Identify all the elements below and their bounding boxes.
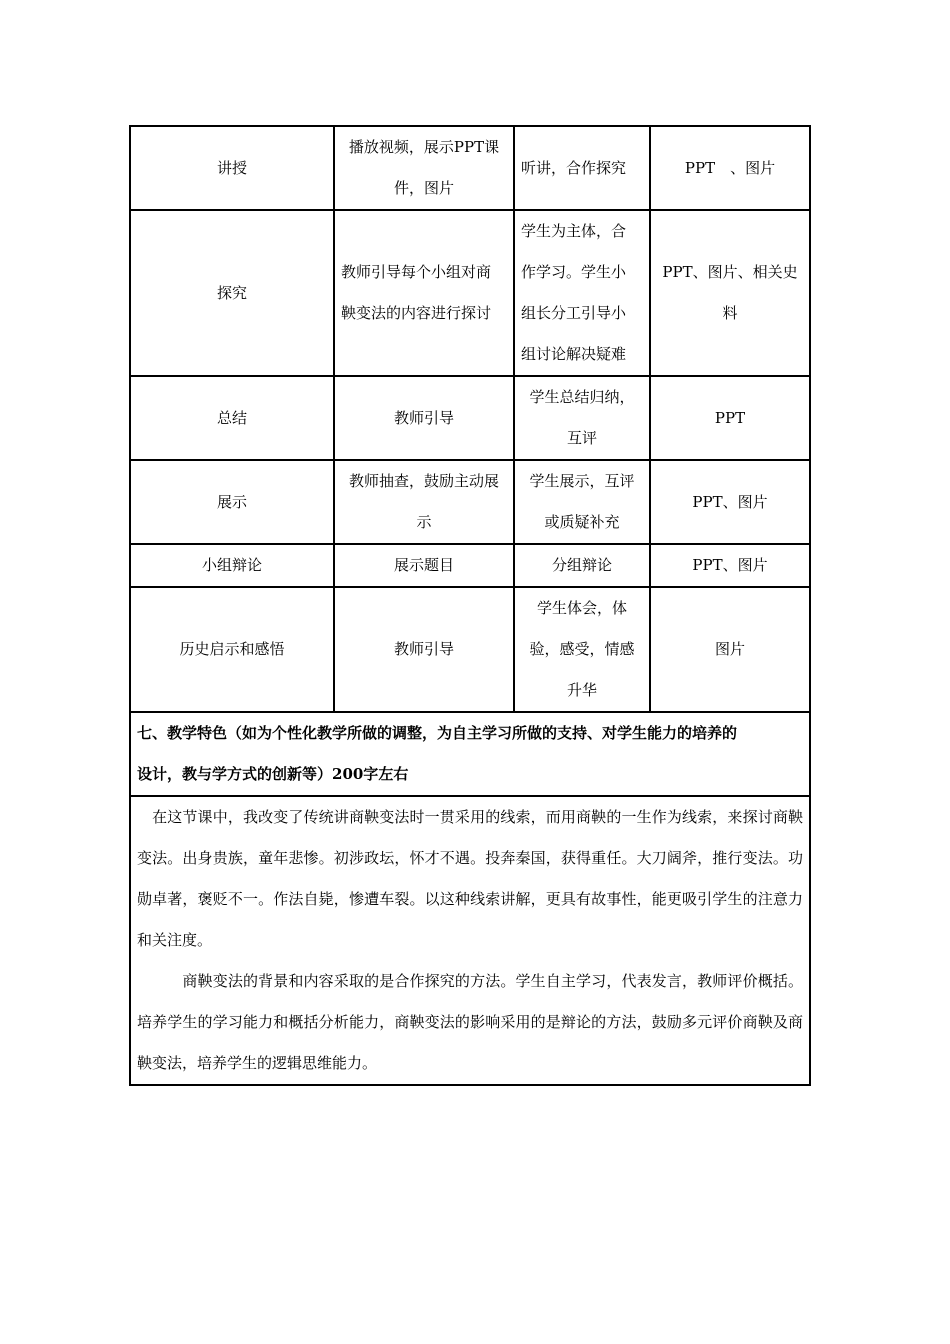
media-cell: 图片 xyxy=(650,587,810,712)
table-row xyxy=(130,460,810,544)
student-activity-cell: 听讲，合作探究 xyxy=(514,126,650,210)
table-row xyxy=(130,126,810,210)
stage-cell: 总结 xyxy=(130,376,334,460)
stage-cell: 小组辩论 xyxy=(130,544,334,587)
section-title xyxy=(130,712,810,796)
media-cell: PPT xyxy=(650,376,810,460)
section-body xyxy=(130,796,810,1085)
section-title-row xyxy=(130,712,810,796)
media-cell: PPT、图片、相关史 料 xyxy=(650,210,810,376)
table-row xyxy=(130,376,810,460)
body-paragraph: 商鞅变法的背景和内容采取的是合作探究的方法。学生自主学习，代表发言，教师评价概括。培养学生的学习能力和概括分析能力，商鞅变法的影响采用的是辩论的方法，鼓励多元评价商鞅及商鞅变法，培养学生的逻辑思维能力。 xyxy=(137,972,803,1072)
stage-cell: 历史启示和感悟 xyxy=(130,587,334,712)
media-cell: PPT、图片 xyxy=(650,544,810,587)
lesson-process-table xyxy=(129,125,811,1086)
teacher-activity-cell: 教师引导每个小组对商 鞅变法的内容进行探讨 xyxy=(334,210,514,376)
media-cell: PPT、图片 xyxy=(650,460,810,544)
teacher-activity-cell: 展示题目 xyxy=(334,544,514,587)
table-row xyxy=(130,210,810,376)
stage-cell: 展示 xyxy=(130,460,334,544)
student-activity-cell: 学生体会，体 验，感受，情感 升华 xyxy=(514,587,650,712)
media-cell: PPT 、图片 xyxy=(650,126,810,210)
section-body-row xyxy=(130,796,810,1085)
student-activity-cell: 分组辩论 xyxy=(514,544,650,587)
stage-cell: 讲授 xyxy=(130,126,334,210)
table-row xyxy=(130,544,810,587)
student-activity-cell: 学生展示，互评 或质疑补充 xyxy=(514,460,650,544)
section-title-line: 设计，教与学方式的创新等）200字左右 xyxy=(137,765,409,783)
teacher-activity-cell: 教师引导 xyxy=(334,587,514,712)
section-title-line: 七、教学特色（如为个性化教学所做的调整，为自主学习所做的支持、对学生能力的培养的 xyxy=(137,724,738,742)
teacher-activity-cell: 播放视频，展示PPT课 件，图片 xyxy=(334,126,514,210)
table-row xyxy=(130,587,810,712)
student-activity-cell: 学生为主体，合 作学习。学生小 组长分工引导小 组讨论解决疑难 xyxy=(514,210,650,376)
stage-cell: 探究 xyxy=(130,210,334,376)
teacher-activity-cell: 教师抽查，鼓励主动展 示 xyxy=(334,460,514,544)
student-activity-cell: 学生总结归纳， 互评 xyxy=(514,376,650,460)
teacher-activity-cell: 教师引导 xyxy=(334,376,514,460)
body-paragraph: 在这节课中，我改变了传统讲商鞅变法时一贯采用的线索，而用商鞅的一生作为线索，来探讨商鞅变法。出身贵族，童年悲惨。初涉政坛，怀才不遇。投奔秦国，获得重任。大刀阔斧，推行变法。功勋卓著，褒贬不一。作法自毙，惨遭车裂。以这种线索讲解，更具有故事性，能更吸引学生的注意力和关注度。 xyxy=(137,808,803,949)
